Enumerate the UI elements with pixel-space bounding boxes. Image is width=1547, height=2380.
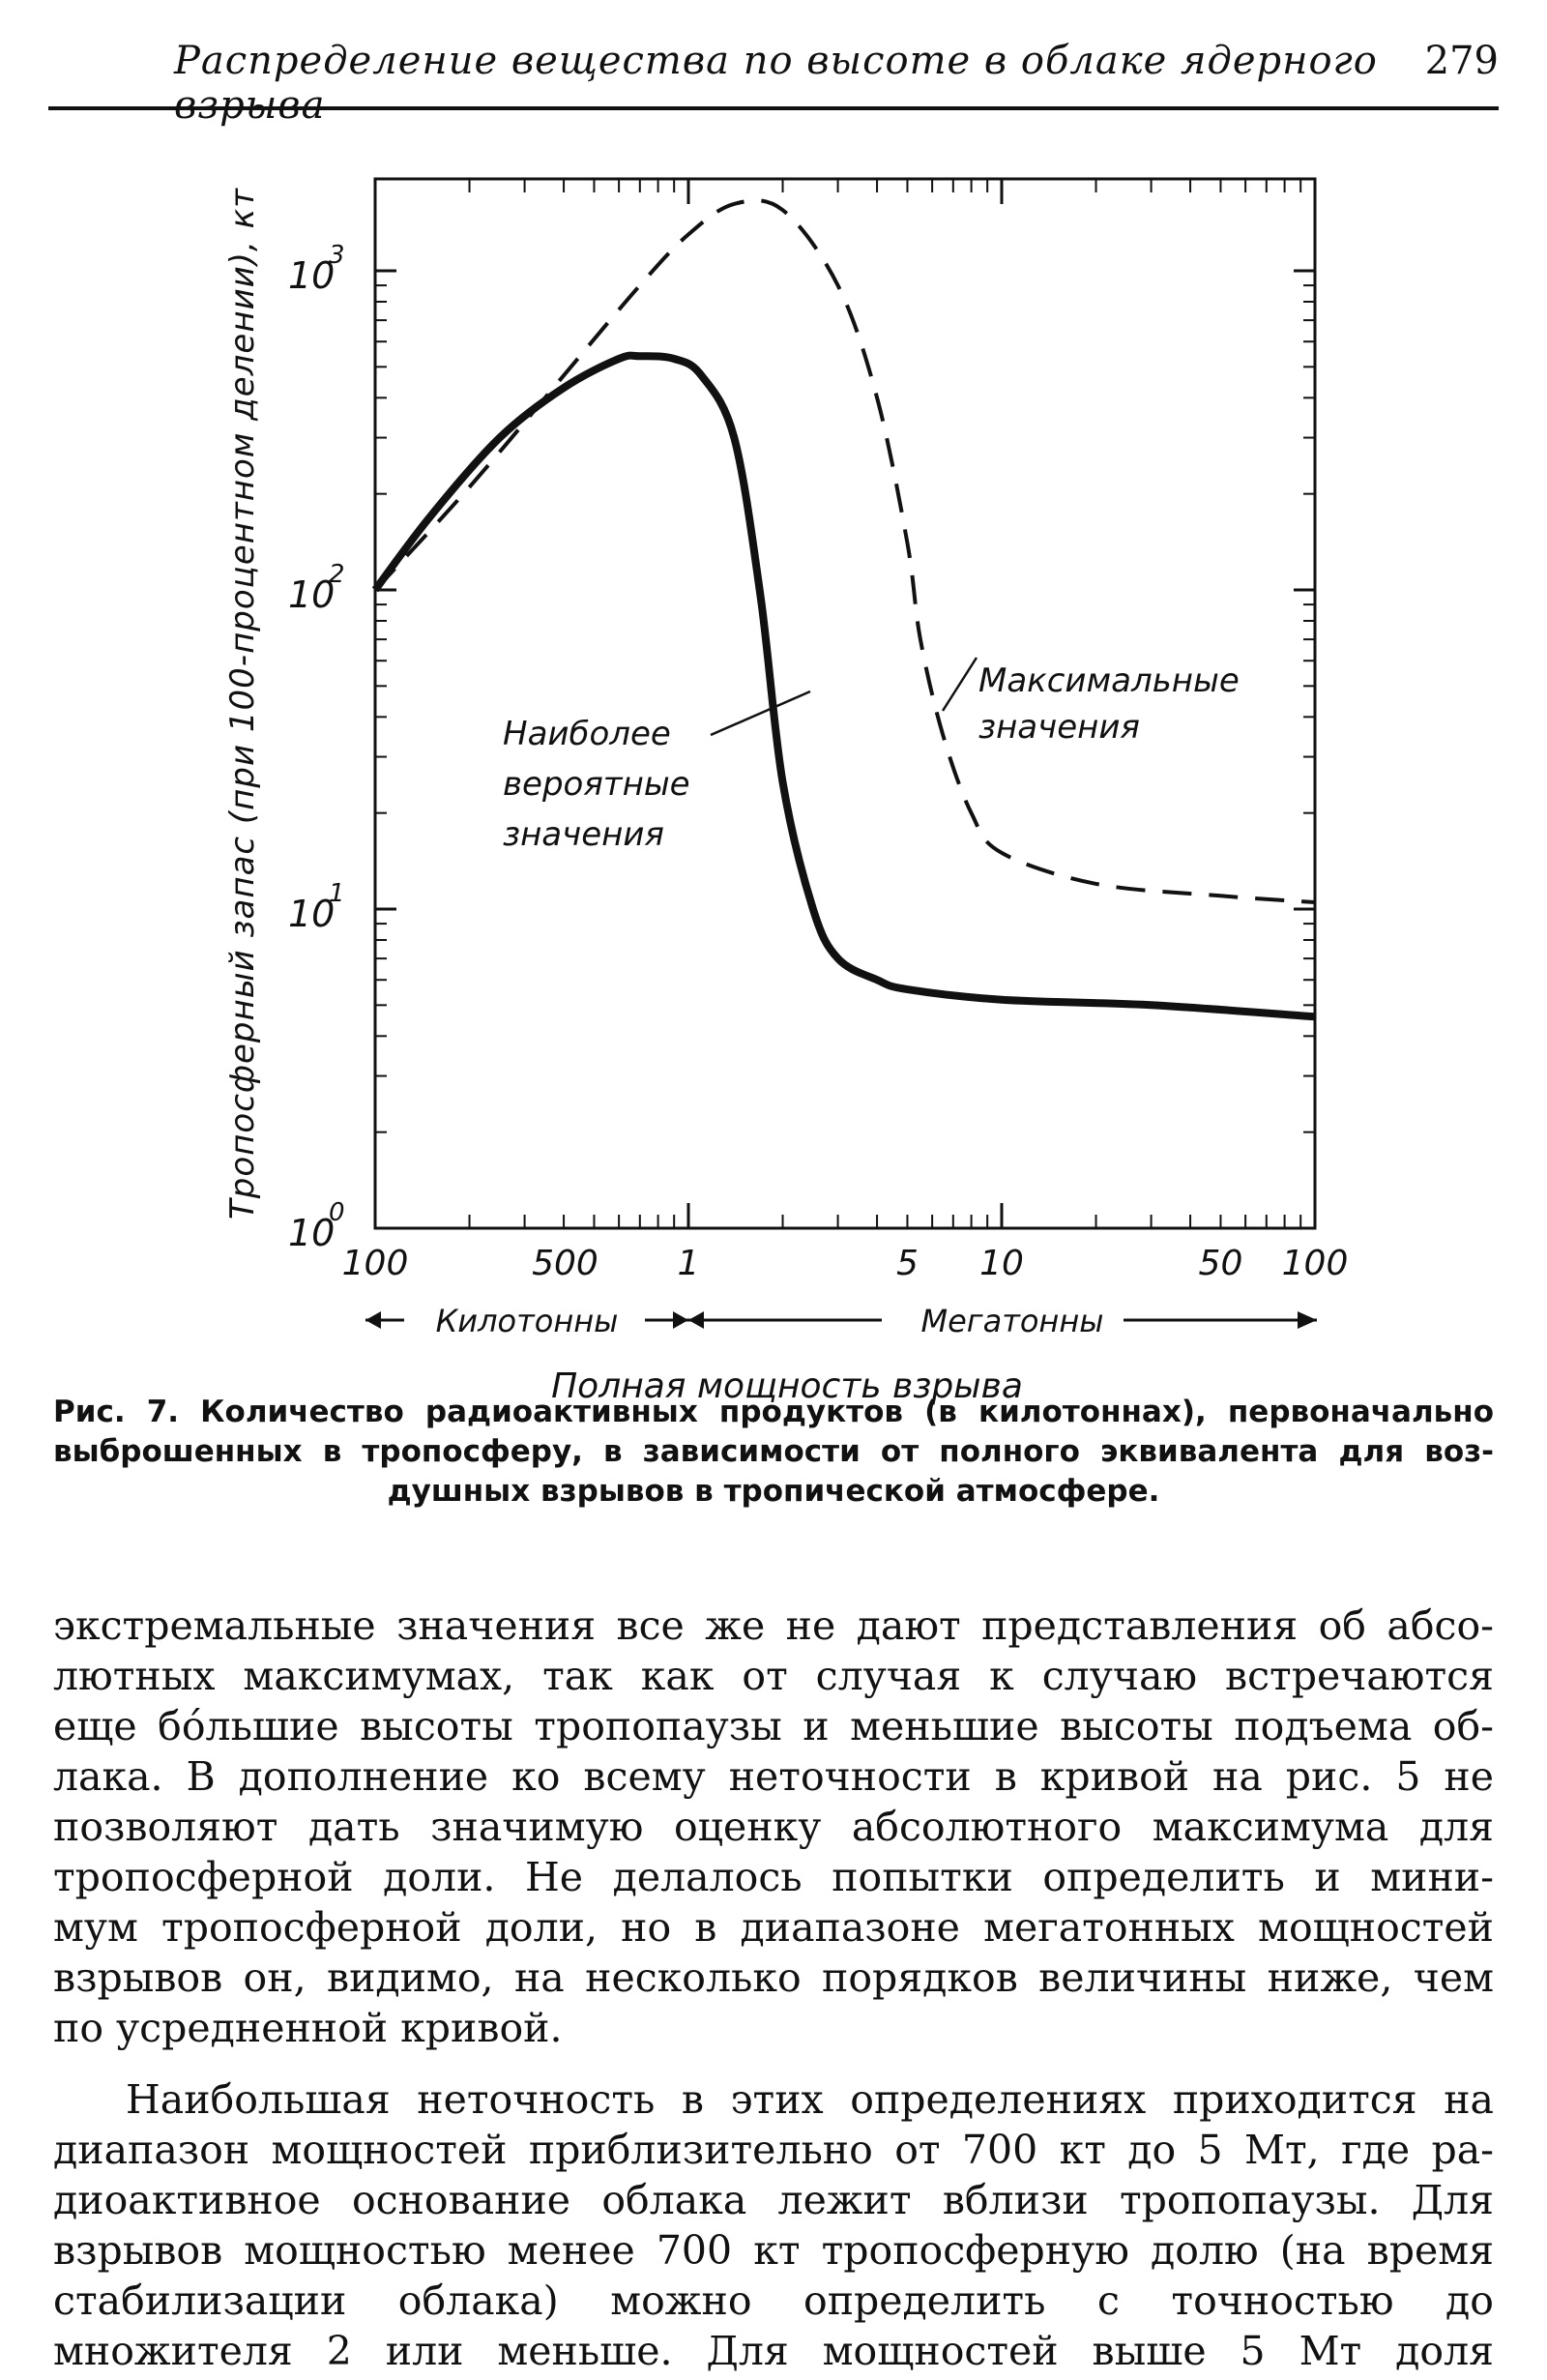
arrow-right-icon [673, 1311, 688, 1329]
arrow-right-icon [1298, 1311, 1317, 1329]
leader-line [711, 691, 810, 735]
text-line: множителя 2 или меньше. Для мощностей выше 5 Мт доля [53, 2328, 1494, 2374]
text-line: мум тропосферной доли, но в диапазоне мегатонных мощностей [53, 1904, 1494, 1951]
label-probable-values: значения [503, 815, 664, 854]
paragraph-1 [53, 1601, 1494, 2053]
caption-line: Рис. 7. Количество радиоактивных продуктов (в килотоннах), первоначально [53, 1395, 1494, 1429]
x-axis-label: Полная мощность взрыва [551, 1366, 1023, 1406]
y-tick-label: 10 [288, 893, 336, 935]
text-line: экстремальные значения все же не дают представления об абсо- [53, 1602, 1494, 1649]
y-tick-labels [223, 188, 345, 1254]
text-line: тропосферной доли. Не делалось попытки определить и мини- [53, 1854, 1494, 1900]
label-max-values: значения [978, 708, 1140, 747]
x-tick-label: 500 [532, 1244, 598, 1283]
page-number: 279 [1424, 39, 1499, 83]
text-line: стабилизации облака) можно определить с точностью до [53, 2277, 1494, 2324]
annotations [503, 658, 1240, 854]
arrow-left-icon [365, 1311, 381, 1329]
y-tick-label: 10 [288, 573, 336, 616]
y-tick-exponent: 1 [329, 879, 345, 908]
x-tick-label: 10 [979, 1244, 1024, 1283]
plot-border [375, 179, 1315, 1228]
units-kilotons-label: Килотонны [435, 1303, 619, 1339]
label-max-values: Максимальные [978, 661, 1240, 700]
x-tick-label: 50 [1198, 1244, 1243, 1283]
body-text [53, 1601, 1494, 2376]
x-tick-label: 5 [896, 1244, 919, 1283]
label-probable-values: Наиболее [503, 715, 671, 753]
label-probable-values: вероятные [503, 765, 690, 804]
series-lines [375, 200, 1315, 1016]
x-tick-label: 1 [677, 1244, 700, 1283]
text-line: лака. В дополнение ко всему неточности в кривой на рис. 5 не [53, 1753, 1494, 1800]
text-line: позволяют дать значимую оценку абсолютного максимума для [53, 1804, 1494, 1850]
text-line: взрывов мощностью менее 700 кт тропосферную долю (на время [53, 2227, 1494, 2274]
text-line: по усредненной кривой. [53, 2005, 563, 2051]
x-tick-label: 100 [341, 1244, 409, 1283]
running-title: Распределение вещества по высоте в облаке ядерного взрыва [174, 39, 1378, 128]
caption-line: выброшенных в тропосферу, в зависимости от полного эквивалента для воз- [53, 1434, 1494, 1469]
text-line: диоактивное основание облака лежит вблизи тропопаузы. Для [53, 2177, 1494, 2223]
y-axis-label: Тропосферный запас (при 100-процентном делении), кт [223, 188, 262, 1219]
axis-ticks [375, 179, 1315, 1228]
figure-chart [0, 116, 1547, 1406]
text-line: диапазон мощностей приблизительно от 700 кт до 5 Мт, где ра- [53, 2127, 1494, 2173]
leader-line [943, 658, 977, 711]
y-tick-exponent: 0 [329, 1198, 345, 1227]
y-tick-label: 10 [288, 254, 336, 297]
text-line: лютных максимумах, так как от случая к случаю встречаются [53, 1653, 1494, 1699]
paragraph-2 [53, 2074, 1494, 2376]
running-head [48, 29, 1499, 128]
y-tick-label: 10 [288, 1212, 336, 1254]
units-megatons-label: Мегатонны [920, 1303, 1104, 1339]
text-line: Наибольшая неточность в этих определениях приходится на [126, 2076, 1494, 2123]
y-tick-exponent: 3 [329, 241, 345, 270]
plot-frame [375, 179, 1315, 1228]
caption-line: душных взрывов в тропической атмосфере. [387, 1474, 1160, 1509]
x-tick-label: 100 [1281, 1244, 1349, 1283]
text-line: еще бóльшие высоты тропопаузы и меньшие высоты подъема об- [53, 1703, 1494, 1749]
x-tick-labels [342, 1244, 1349, 1406]
text-line: взрывов он, видимо, на несколько порядков величины ниже, чем [53, 1954, 1494, 2001]
y-tick-exponent: 2 [329, 560, 345, 589]
figure-caption [53, 1393, 1494, 1512]
